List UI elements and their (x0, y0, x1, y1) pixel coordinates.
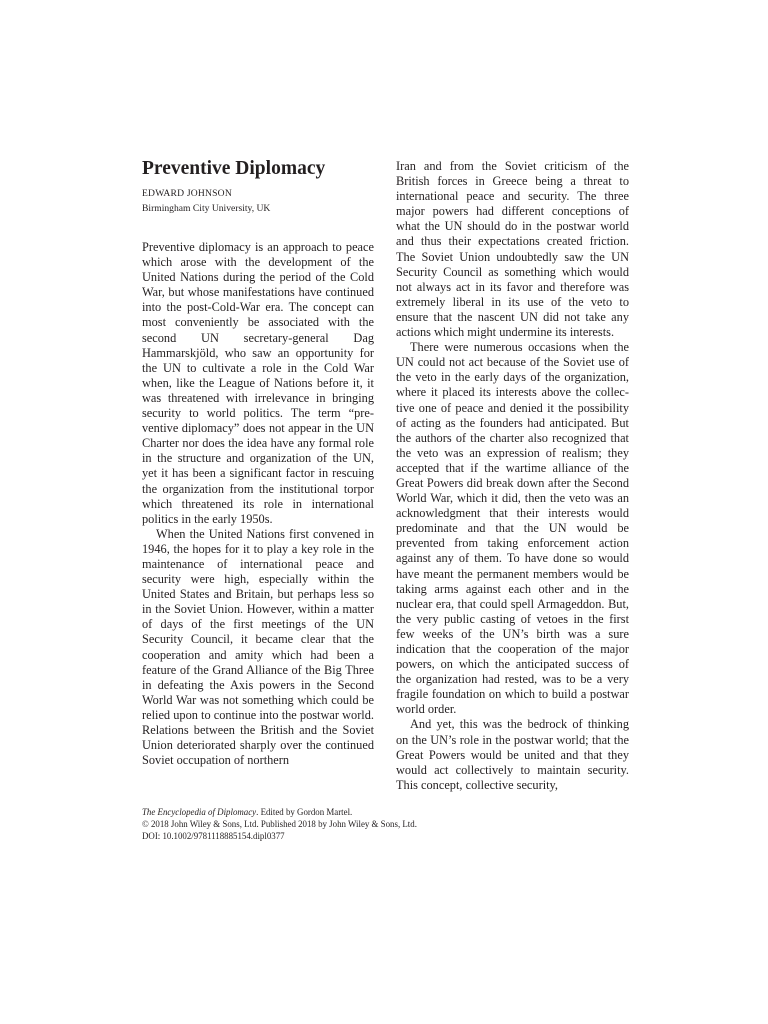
citation-footer (142, 806, 622, 843)
citation-source (142, 806, 622, 818)
book-editor: . Edited by Gordon Martel. (256, 807, 353, 817)
left-text-column (142, 240, 374, 768)
article-title: Preventive Diplomacy (142, 158, 326, 179)
book-title: The Encyclopedia of Diplomacy (142, 807, 257, 817)
doi-line: DOI: 10.1002/9781118885154.dipl0377 (142, 831, 285, 842)
paragraph: When the United Nations first convened in 1946, the hopes for it to play a key role in the maintenance of international peace and security were high, especially within the United States and Britain, but perhaps less so in the Soviet Union. However, within a matter of days of the first meetings of the UN Security Council, it became clear that the cooperation and amity which had been a feature of the Grand Alliance of the Big Three in defeating the Axis powers in the Second World War was not something which could be relied upon to continue into the postwar world. Relations between the British and the Soviet Union deteriorated sharply over the continued Soviet occupation of northern (142, 526, 374, 768)
copyright-line: © 2018 John Wiley & Sons, Ltd. Published 2018 by John Wiley & Sons, Ltd. (142, 819, 417, 830)
paragraph: There were numerous occasions when the UN could not act because of the Soviet use of the veto in the early days of the organization, where it placed its interests above the collective one of peace and denied it the possibility of acting as the founders had anticipated. But the authors of the charter also recognized that the veto was an expression of realism; they accepted that if the wartime alliance of the Great Powers did break down after the Second World War, which it did, then the veto was an acknowledgment that their interests would predominate and that the UN would be prevented from taking enforcement action against any of them. To have done so would have meant the permanent members would be taking arms against each other and in the nuclear era, that could spell Armageddon. But, the very public casting of vetoes in the first few weeks of the UN’s birth was a sure indication that the cooperation of the major powers, on which the anticipated success of the organization had rested, was to be a very fragile foundation on which to build a postwar world order. (396, 340, 629, 717)
author-name: EDWARD JOHNSON (142, 188, 232, 199)
paragraph: Iran and from the Soviet criticism of the British forces in Greece being a threat to international peace and security. The three major powers had different conceptions of what the UN should do in the postwar world and thus their expectations created friction. The Soviet Union undoubtedly saw the UN Security Council as something which would not always act in its favor and therefore was extremely liberal in its use of the veto to ensure that the nascent UN did not take any actions which might undermine its interests. (396, 159, 629, 340)
paragraph: Preventive diplomacy is an approach to peace which arose with the development of the United Nations during the period of the Cold War, but whose manifestations have continued into the post-Cold-War era. The concept can most conveniently be associated with the second UN secretary-general Dag Hammarskjöld, who saw an opportunity for the UN to cultivate a role in the Cold War when, like the League of Nations before it, it was threatened with irrelevance in bringing security to world politics. The term “preventive diplomacy” does not appear in the UN Charter nor does the idea have any formal role in the structure and organization of the UN, yet it has been a significant factor in rescuing the organization from the institutional torpor which threatened its role in international politics in the early 1950s. (142, 240, 374, 526)
author-affiliation: Birmingham City University, UK (142, 203, 271, 214)
right-text-column (396, 159, 629, 792)
paragraph: And yet, this was the bedrock of thinking on the UN’s role in the postwar world; that the Great Powers would be united and that they would act collectively to maintain security. This concept, collective security, (396, 717, 629, 792)
